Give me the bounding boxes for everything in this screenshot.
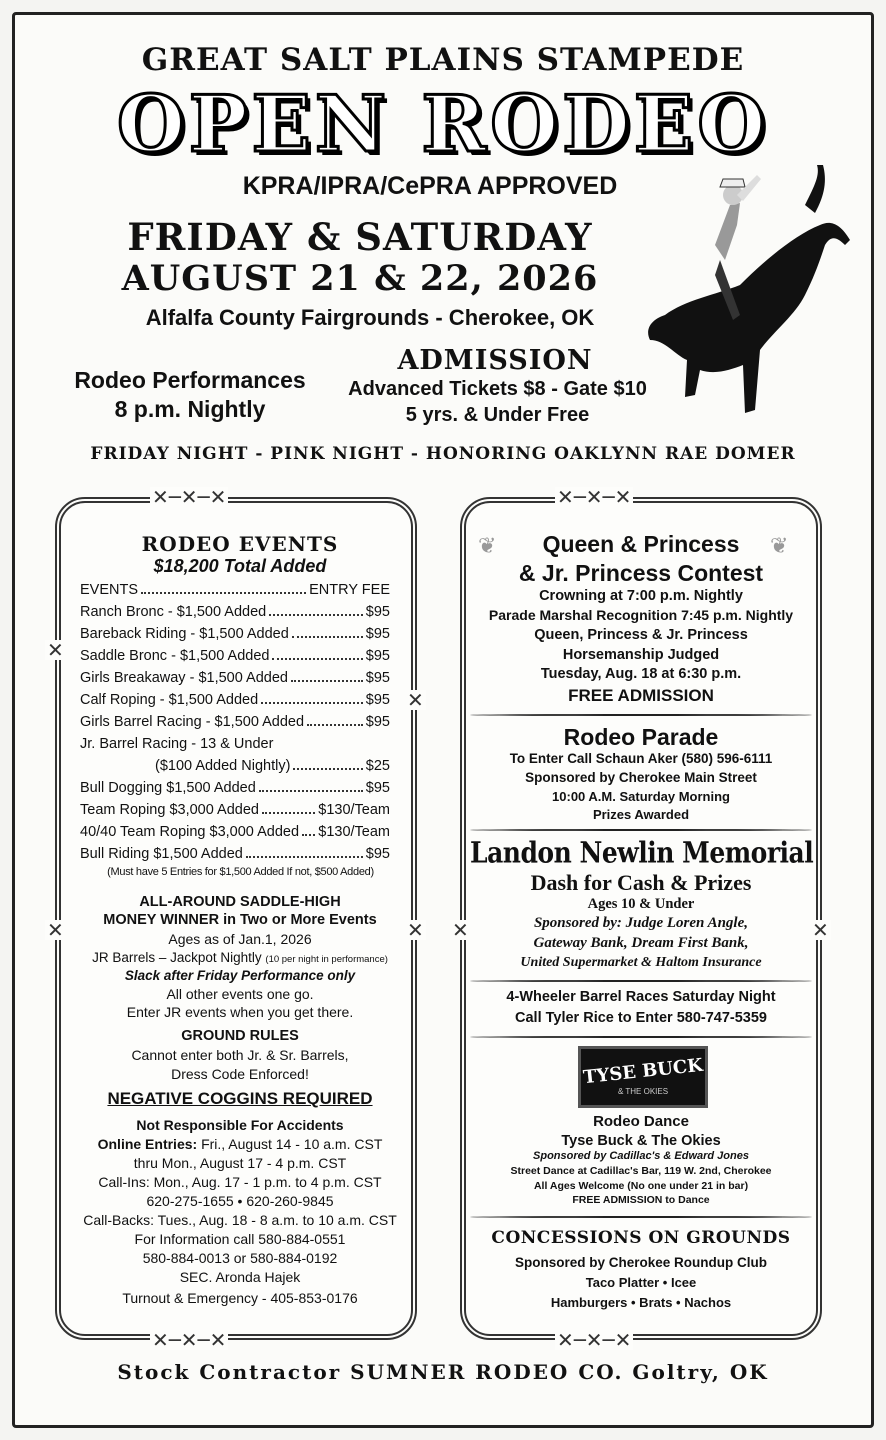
- turnout-emergency: Turnout & Emergency - 405-853-0176: [122, 1290, 358, 1306]
- event-row: [80, 736, 390, 752]
- venue: Alfalfa County Fairgrounds - Cherokee, OK: [145, 305, 595, 330]
- rodeo-events-title: RODEO EVENTS: [141, 532, 339, 556]
- online-entries-start: Fri., August 14 - 10 a.m. CST: [197, 1136, 383, 1152]
- event-row: [80, 626, 390, 642]
- section-divider: [470, 980, 812, 982]
- band-logo-text: TYSE BUCK: [582, 1054, 704, 1089]
- barbed-wire-icon: ✕: [407, 918, 424, 942]
- event-name: Jr. Barrel Racing - 13 & Under: [80, 736, 274, 752]
- event-name: 40/40 Team Roping $3,000 Added: [80, 824, 300, 840]
- event-name: ($100 Added Nightly): [155, 758, 291, 774]
- event-row: [80, 670, 390, 686]
- event-fee: $130/Team: [318, 802, 390, 818]
- event-name: Bareback Riding - $1,500 Added: [80, 626, 289, 642]
- ages-note: Ages as of Jan.1, 2026: [168, 931, 312, 947]
- title-main: OPEN RODEO: [116, 79, 770, 170]
- event-row: [80, 714, 390, 730]
- memorial-sponsor-3: United Supermarket & Haltom Insurance: [520, 955, 762, 970]
- online-entries-end: thru Mon., August 17 - 4 p.m. CST: [133, 1155, 347, 1171]
- jackpot-line: [70, 950, 410, 965]
- jr-enter-note: Enter JR events when you get there.: [126, 1004, 354, 1020]
- barbed-wire-icon: ✕─✕─✕: [557, 1328, 632, 1352]
- barbed-wire-icon: ✕─✕─✕: [557, 485, 632, 509]
- performances-line1: Rodeo Performances: [74, 367, 306, 393]
- barbed-wire-icon: ✕: [812, 918, 829, 942]
- event-name: Calf Roping - $1,500 Added: [80, 692, 259, 708]
- event-row: [80, 692, 390, 708]
- accidents-note: Not Responsible For Accidents: [136, 1117, 344, 1133]
- event-fee: $95: [365, 692, 390, 708]
- event-name: Team Roping $3,000 Added: [80, 802, 259, 818]
- section-divider: [470, 829, 812, 831]
- jackpot-text: JR Barrels – Jackpot Nightly: [92, 950, 262, 965]
- memorial-sponsor-1: Sponsored by: Judge Loren Angle,: [533, 915, 749, 931]
- all-around-line1: ALL-AROUND SADDLE-HIGH: [139, 894, 341, 910]
- food-line-1: Taco Platter • Icee: [585, 1275, 697, 1290]
- secretary: SEC. Aronda Hajek: [179, 1269, 301, 1285]
- ground-rule-2: Dress Code Enforced!: [171, 1066, 309, 1082]
- event-name: Ranch Bronc - $1,500 Added: [80, 604, 267, 620]
- parade-time: 10:00 A.M. Saturday Morning: [552, 789, 730, 804]
- horseshoe-ornament-icon: ❦: [770, 533, 789, 558]
- event-days: FRIDAY & SATURDAY: [127, 215, 593, 259]
- event-fee: $95: [365, 626, 390, 642]
- memorial-sponsor-2: Gateway Bank, Dream First Bank,: [533, 935, 749, 951]
- event-row: [80, 648, 390, 664]
- queen-princess: Queen, Princess & Jr. Princess: [534, 627, 748, 643]
- event-row: [80, 846, 390, 862]
- jackpot-note: (10 per night in performance): [265, 954, 388, 965]
- one-go-note: All other events one go.: [166, 986, 314, 1002]
- concessions-title: CONCESSIONS ON GROUNDS: [491, 1228, 791, 1248]
- event-row: [80, 824, 390, 840]
- call-backs: Call-Backs: Tues., Aug. 18 - 8 a.m. to 10 a.m. CST: [83, 1212, 397, 1228]
- barbed-wire-icon: ✕: [47, 918, 64, 942]
- marshal-recognition: Parade Marshal Recognition 7:45 p.m. Nightly: [488, 607, 794, 623]
- stock-contractor: Stock Contractor SUMNER RODEO CO. Goltry, OK: [117, 1360, 769, 1384]
- event-name: Girls Breakaway - $1,500 Added: [80, 670, 288, 686]
- section-divider: [470, 714, 812, 716]
- friday-banner: FRIDAY NIGHT - PINK NIGHT - HONORING OAKLYNN RAE DOMER: [90, 444, 796, 464]
- band-logo: [578, 1046, 708, 1108]
- dance-title: Rodeo Dance: [593, 1113, 689, 1130]
- event-fee: $25: [365, 758, 390, 774]
- performances: [40, 366, 340, 424]
- title-top: GREAT SALT PLAINS STAMPEDE: [141, 42, 745, 78]
- barbed-wire-icon: ✕: [47, 638, 64, 662]
- food-line-2: Hamburgers • Brats • Nachos: [550, 1295, 732, 1310]
- free-admission: FREE ADMISSION: [568, 686, 714, 705]
- event-name: Bull Riding $1,500 Added: [80, 846, 243, 862]
- info-line1: For Information call 580-884-0551: [134, 1231, 346, 1247]
- event-fee: $95: [365, 670, 390, 686]
- approved-line: KPRA/IPRA/CePRA APPROVED: [242, 172, 618, 200]
- admission-title: ADMISSION: [397, 345, 593, 376]
- event-fee: $95: [365, 648, 390, 664]
- section-divider: [470, 1036, 812, 1038]
- horsemanship: Horsemanship Judged: [562, 647, 720, 663]
- wheeler-contact: Call Tyler Rice to Enter 580-747-5359: [515, 1010, 767, 1026]
- queen-title-2: & Jr. Princess Contest: [518, 560, 764, 586]
- judging-date: Tuesday, Aug. 18 at 6:30 p.m.: [540, 666, 742, 682]
- event-fee: $95: [365, 780, 390, 796]
- event-name: Bull Dogging $1,500 Added: [80, 780, 256, 796]
- admission-line1: Advanced Tickets $8 - Gate $10: [348, 378, 647, 400]
- all-around-line2: MONEY WINNER in Two or More Events: [103, 912, 377, 928]
- barbed-wire-icon: ✕: [407, 688, 424, 712]
- ground-rules-title: GROUND RULES: [181, 1028, 299, 1044]
- dash-for-cash: Dash for Cash & Prizes: [530, 870, 752, 895]
- band-logo-sub: & THE OKIES: [617, 1087, 669, 1096]
- dance-free: FREE ADMISSION to Dance: [572, 1194, 710, 1206]
- parade-contact: To Enter Call Schaun Aker (580) 596-6111: [509, 751, 773, 766]
- band-name: Tyse Buck & The Okies: [561, 1133, 721, 1149]
- events-header-right: ENTRY FEE: [309, 582, 390, 598]
- coggins-required: NEGATIVE COGGINS REQUIRED: [107, 1089, 373, 1108]
- event-row: [80, 604, 390, 620]
- total-added: $18,200 Total Added: [153, 556, 327, 576]
- online-entries-label: Online Entries:: [97, 1136, 198, 1152]
- wheeler-races: 4-Wheeler Barrel Races Saturday Night: [506, 989, 776, 1005]
- events-header-left: EVENTS: [80, 582, 139, 598]
- crowning-time: Crowning at 7:00 p.m. Nightly: [539, 588, 743, 604]
- horseshoe-ornament-icon: ❦: [478, 533, 497, 558]
- entries-note: (Must have 5 Entries for $1,500 Added If not, $500 Added): [107, 866, 374, 878]
- info-line2: 580-884-0013 or 580-884-0192: [142, 1250, 338, 1266]
- barbed-wire-icon: ✕─✕─✕: [152, 1328, 227, 1352]
- event-name: Girls Barrel Racing - $1,500 Added: [80, 714, 305, 730]
- event-row: [80, 780, 390, 796]
- event-fee: $95: [365, 846, 390, 862]
- call-ins-phones: 620-275-1655 • 620-260-9845: [146, 1193, 334, 1209]
- roundup-sponsor: Sponsored by Cherokee Roundup Club: [514, 1255, 767, 1270]
- event-fee: $95: [365, 714, 390, 730]
- event-row: [80, 802, 390, 818]
- street-dance: Street Dance at Cadillac's Bar, 119 W. 2nd, Cherokee: [510, 1165, 772, 1177]
- online-entries: [70, 1136, 410, 1152]
- admission-line2: 5 yrs. & Under Free: [405, 404, 590, 426]
- parade-title: Rodeo Parade: [563, 724, 719, 750]
- all-ages: All Ages Welcome (No one under 21 in bar): [533, 1180, 749, 1192]
- barbed-wire-icon: ✕: [452, 918, 469, 942]
- event-dates: AUGUST 21 & 22, 2026: [121, 258, 599, 299]
- queen-title-1: Queen & Princess: [542, 531, 740, 557]
- bull-rider-icon: [645, 165, 860, 435]
- event-fee: $130/Team: [318, 824, 390, 840]
- performances-line2: 8 p.m. Nightly: [114, 396, 266, 422]
- events-header: [80, 582, 390, 598]
- parade-sponsor: Sponsored by Cherokee Main Street: [525, 770, 757, 785]
- parade-prizes: Prizes Awarded: [592, 807, 690, 822]
- event-name: Saddle Bronc - $1,500 Added: [80, 648, 270, 664]
- dance-sponsor: Sponsored by Cadillac's & Edward Jones: [533, 1150, 749, 1162]
- event-fee: $95: [365, 604, 390, 620]
- memorial-title: Landon Newlin Memorial: [470, 835, 814, 870]
- ages-10: Ages 10 & Under: [587, 896, 695, 912]
- event-row: [155, 758, 390, 774]
- slack-note: Slack after Friday Performance only: [124, 968, 356, 983]
- ground-rule-1: Cannot enter both Jr. & Sr. Barrels,: [131, 1047, 349, 1063]
- barbed-wire-icon: ✕─✕─✕: [152, 485, 227, 509]
- call-ins: Call-Ins: Mon., Aug. 17 - 1 p.m. to 4 p.m. CST: [98, 1174, 382, 1190]
- section-divider: [470, 1216, 812, 1218]
